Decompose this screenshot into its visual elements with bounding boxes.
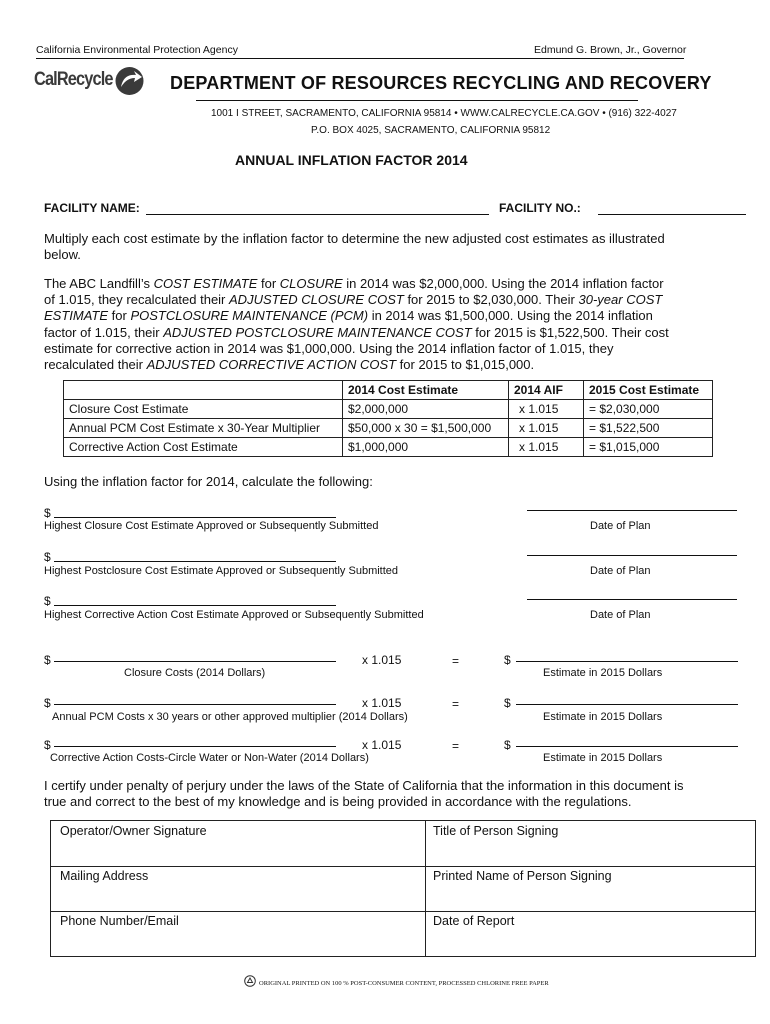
dollar-sign: $ bbox=[44, 696, 51, 710]
date-of-plan-label: Date of Plan bbox=[590, 565, 651, 577]
estimate-2015-label: Estimate in 2015 Dollars bbox=[543, 711, 663, 723]
equals-sign: = bbox=[452, 739, 460, 753]
department-name: DEPARTMENT OF RESOURCES RECYCLING AND RECOVERY bbox=[170, 73, 712, 93]
table-cell: x 1.015 bbox=[509, 419, 584, 438]
signature-grid bbox=[50, 820, 756, 957]
equals-sign: = bbox=[452, 697, 460, 711]
table-cell: $1,000,000 bbox=[343, 438, 509, 457]
table-cell: $50,000 x 30 = $1,500,000 bbox=[343, 419, 509, 438]
address-line-1: 1001 I STREET, SACRAMENTO, CALIFORNIA 95814 • WWW.CALRECYCLE.CA.GOV • (916) 322-4027 bbox=[211, 108, 677, 119]
phone-email-label: Phone Number/Email bbox=[60, 914, 179, 928]
table-row bbox=[64, 400, 713, 419]
operator-signature-label: Operator/Owner Signature bbox=[60, 824, 207, 838]
header-rule bbox=[36, 58, 684, 59]
calc-intro: Using the inflation factor for 2014, calculate the following: bbox=[44, 474, 373, 489]
dollar-sign: $ bbox=[44, 550, 51, 564]
form-title: ANNUAL INFLATION FACTOR 2014 bbox=[235, 152, 468, 168]
estimate-2015-label: Estimate in 2015 Dollars bbox=[543, 667, 663, 679]
calrecycle-logo bbox=[34, 66, 146, 96]
facility-no-label: FACILITY NO.: bbox=[499, 201, 581, 215]
table-cell: = $1,015,000 bbox=[584, 438, 713, 457]
inflation-factor: x 1.015 bbox=[362, 653, 402, 667]
pcm-costs-label: Annual PCM Costs x 30 years or other approved multiplier (2014 Dollars) bbox=[52, 711, 408, 723]
example-paragraph: The ABC Landfill’s COST ESTIMATE for CLOSURE in 2014 was $2,000,000. Using the 2014 inflation factor of 1.015, they recalculated their ADJUSTED CLOSURE COST for 2015 to $2,030,000. Their 30-year COST ESTIMATE for POSTCLOSURE MAINTENANCE (PCM) in 2014 was $1,500,000. Using the 2014 inflation factor of 1.015, their ADJUSTED POSTCLOSURE MAINTENANCE COST for 2015 is $1,522,500. Their cost estimate for corrective action in 2014 was $1,000,000. Using the 2014 inflation factor of 1.015, they recalculated their ADJUSTED CORRECTIVE ACTION COST for 2015 to $1,015,000. bbox=[44, 276, 669, 373]
inflation-example-table bbox=[63, 380, 713, 457]
highest-closure-field[interactable] bbox=[54, 517, 336, 518]
logo-text: CalRecycle bbox=[34, 69, 113, 90]
grid-divider bbox=[425, 820, 426, 956]
dollar-sign: $ bbox=[504, 738, 511, 752]
recycle-arrow-icon bbox=[114, 66, 145, 96]
intro-paragraph: Multiply each cost estimate by the inflation factor to determine the new adjusted cost estimates as illustrated below. bbox=[44, 231, 665, 263]
address-line-2: P.O. BOX 4025, SACRAMENTO, CALIFORNIA 95812 bbox=[311, 125, 551, 136]
table-header-row bbox=[64, 381, 713, 400]
dollar-sign: $ bbox=[44, 594, 51, 608]
inflation-factor: x 1.015 bbox=[362, 738, 402, 752]
highest-corrective-field[interactable] bbox=[54, 605, 336, 606]
highest-postclosure-field[interactable] bbox=[54, 561, 336, 562]
corrective-costs-label: Corrective Action Costs-Circle Water or Non-Water (2014 Dollars) bbox=[50, 752, 369, 764]
highest-corrective-label: Highest Corrective Action Cost Estimate Approved or Subsequently Submitted bbox=[44, 609, 424, 621]
grid-divider bbox=[50, 866, 755, 867]
table-row bbox=[64, 419, 713, 438]
table-cell: x 1.015 bbox=[509, 438, 584, 457]
dollar-sign: $ bbox=[44, 738, 51, 752]
table-header-cell: 2014 Cost Estimate bbox=[343, 381, 509, 400]
equals-sign: = bbox=[452, 654, 460, 668]
mailing-address-label: Mailing Address bbox=[60, 869, 149, 883]
table-header-cell: 2015 Cost Estimate bbox=[584, 381, 713, 400]
facility-no-field[interactable] bbox=[598, 214, 746, 215]
closure-cost-field[interactable] bbox=[54, 661, 336, 662]
title-of-signer-label: Title of Person Signing bbox=[433, 824, 559, 838]
pcm-estimate-2015-field[interactable] bbox=[516, 704, 738, 705]
footer-note: ORIGINAL PRINTED ON 100 % POST-CONSUMER CONTENT, PROCESSED CHLORINE FREE PAPER bbox=[259, 980, 549, 987]
department-rule bbox=[196, 100, 638, 101]
corrective-estimate-2015-field[interactable] bbox=[516, 746, 738, 747]
highest-closure-label: Highest Closure Cost Estimate Approved or Subsequently Submitted bbox=[44, 520, 379, 532]
estimate-2015-label: Estimate in 2015 Dollars bbox=[543, 752, 663, 764]
table-cell: Corrective Action Cost Estimate bbox=[64, 438, 343, 457]
dollar-sign: $ bbox=[44, 506, 51, 520]
corrective-plan-date-field[interactable] bbox=[527, 599, 737, 600]
dollar-sign: $ bbox=[504, 696, 511, 710]
date-of-plan-label: Date of Plan bbox=[590, 520, 651, 532]
certification-statement: I certify under penalty of perjury under the laws of the State of California that the information in this document is true and correct to the best of my knowledge and is being provided in accordance with the regulations. bbox=[44, 778, 684, 810]
recycled-paper-icon bbox=[244, 975, 256, 987]
table-cell: x 1.015 bbox=[509, 400, 584, 419]
closure-costs-label: Closure Costs (2014 Dollars) bbox=[124, 667, 266, 679]
table-cell: $2,000,000 bbox=[343, 400, 509, 419]
corrective-cost-field[interactable] bbox=[54, 746, 336, 747]
facility-name-label: FACILITY NAME: bbox=[44, 201, 140, 215]
table-cell: Closure Cost Estimate bbox=[64, 400, 343, 419]
highest-postclosure-label: Highest Postclosure Cost Estimate Approved or Subsequently Submitted bbox=[44, 565, 399, 577]
pcm-cost-field[interactable] bbox=[54, 704, 336, 705]
postclosure-plan-date-field[interactable] bbox=[527, 555, 737, 556]
table-row bbox=[64, 438, 713, 457]
dollar-sign: $ bbox=[44, 653, 51, 667]
table-header-cell: 2014 AIF bbox=[509, 381, 584, 400]
table-cell: = $1,522,500 bbox=[584, 419, 713, 438]
facility-name-field[interactable] bbox=[146, 214, 489, 215]
table-cell: Annual PCM Cost Estimate x 30-Year Multiplier bbox=[64, 419, 343, 438]
dollar-sign: $ bbox=[504, 653, 511, 667]
printed-name-label: Printed Name of Person Signing bbox=[433, 869, 612, 883]
inflation-factor: x 1.015 bbox=[362, 696, 402, 710]
table-cell: = $2,030,000 bbox=[584, 400, 713, 419]
agency-name: California Environmental Protection Agency bbox=[36, 44, 238, 56]
closure-estimate-2015-field[interactable] bbox=[516, 661, 738, 662]
closure-plan-date-field[interactable] bbox=[527, 510, 737, 511]
grid-divider bbox=[50, 911, 755, 912]
date-of-plan-label: Date of Plan bbox=[590, 609, 651, 621]
governor-name: Edmund G. Brown, Jr., Governor bbox=[534, 44, 687, 56]
table-header-cell bbox=[64, 381, 343, 400]
date-of-report-label: Date of Report bbox=[433, 914, 515, 928]
